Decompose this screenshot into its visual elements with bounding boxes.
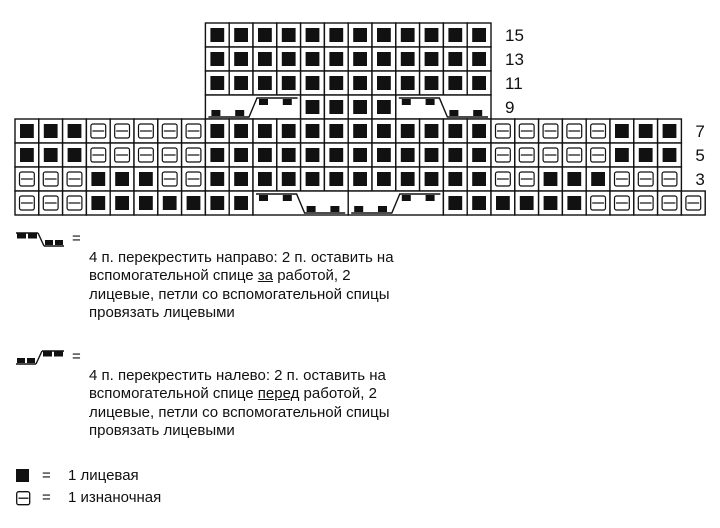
row-label: 11 (505, 74, 523, 93)
row-label: 3 (695, 170, 705, 189)
knit-stitch (329, 76, 343, 90)
knit-stitch (425, 52, 439, 66)
knit-stitch (353, 172, 367, 186)
knit-stitch (353, 100, 367, 114)
knit-stitch (448, 28, 462, 42)
row-label: 5 (695, 146, 705, 165)
knit-stitch (210, 52, 224, 66)
knit-stitch (20, 148, 34, 162)
knit-stitch (258, 148, 272, 162)
knit-stitch (187, 196, 201, 210)
knit-stitch (448, 76, 462, 90)
knit-stitch (448, 52, 462, 66)
row-label: 7 (695, 122, 705, 141)
purl-eq: = (42, 489, 51, 506)
knit-stitch (282, 172, 296, 186)
knit-stitch (210, 28, 224, 42)
row-label: 15 (505, 26, 524, 45)
knit-stitch (329, 100, 343, 114)
cross-right-eq: = (72, 230, 81, 247)
knit-stitch (401, 28, 415, 42)
knit-stitch (401, 148, 415, 162)
purl-symbol (16, 491, 32, 507)
knit-stitch (234, 124, 248, 138)
knit-stitch (68, 148, 82, 162)
row-label: 13 (505, 50, 524, 69)
row-label: 9 (505, 98, 515, 117)
knit-stitch (520, 196, 534, 210)
knit-stitch (663, 124, 677, 138)
knit-stitch (544, 172, 558, 186)
cross-stitch (426, 195, 435, 201)
knit-stitch (234, 28, 248, 42)
knit-stitch (425, 124, 439, 138)
knit-stitch (115, 196, 129, 210)
knit-stitch (472, 196, 486, 210)
knit-stitch (234, 196, 248, 210)
knit-stitch (401, 124, 415, 138)
knit-stitch (377, 100, 391, 114)
knit-stitch (377, 76, 391, 90)
cross-stitch (307, 206, 316, 212)
knit-stitch (639, 148, 653, 162)
knit-stitch (448, 196, 462, 210)
knit-stitch (20, 124, 34, 138)
knit-stitch (282, 52, 296, 66)
knit-stitch (210, 196, 224, 210)
cross-left-text: 4 п. перекрестить налево: 2 п. оставить на вспомогательной спице перед работой, 2 лицевые, петли со вспомогательной спицы провязать лицевыми (89, 366, 390, 439)
knit-stitch (472, 148, 486, 162)
legend-cross-right (16, 232, 416, 342)
knit-stitch (377, 52, 391, 66)
cross-stitch (283, 99, 292, 105)
knit-stitch (306, 76, 320, 90)
cross-stitch (402, 99, 411, 105)
knit-stitch (282, 148, 296, 162)
knit-stitch (44, 124, 58, 138)
knit-stitch (329, 28, 343, 42)
knit-stitch (353, 52, 367, 66)
knit-stitch (306, 172, 320, 186)
knit-stitch (353, 76, 367, 90)
legend-purl (16, 490, 416, 510)
knit-stitch (258, 76, 272, 90)
knit-stitch (258, 172, 272, 186)
knit-stitch (210, 148, 224, 162)
knit-stitch (448, 172, 462, 186)
knit-stitch (163, 196, 177, 210)
knit-stitch (353, 124, 367, 138)
knit-stitch (377, 124, 391, 138)
knit-stitch (329, 172, 343, 186)
knit-stitch (329, 124, 343, 138)
cross-stitch (354, 206, 363, 212)
cross-left-eq: = (72, 348, 81, 365)
knit-stitch (306, 28, 320, 42)
knit-stitch (591, 172, 605, 186)
knit-stitch (210, 76, 224, 90)
knit-stitch (472, 76, 486, 90)
knit-stitch (472, 28, 486, 42)
legend-cross-left (16, 350, 416, 460)
knit-stitch (448, 124, 462, 138)
cross-stitch (235, 110, 244, 116)
knit-text: 1 лицевая (68, 467, 139, 484)
knit-stitch (377, 148, 391, 162)
knit-stitch (567, 196, 581, 210)
knit-stitch (91, 196, 105, 210)
knit-stitch (306, 148, 320, 162)
knit-stitch (210, 124, 224, 138)
knit-stitch (401, 76, 415, 90)
knit-stitch (377, 172, 391, 186)
knit-stitch (234, 172, 248, 186)
knit-stitch (258, 28, 272, 42)
knit-stitch (282, 76, 296, 90)
knit-stitch (425, 148, 439, 162)
knit-stitch (425, 76, 439, 90)
knit-stitch (234, 148, 248, 162)
cross-stitch (426, 99, 435, 105)
cross-stitch (259, 99, 268, 105)
knit-stitch (139, 196, 153, 210)
knit-stitch (448, 148, 462, 162)
knit-stitch (472, 172, 486, 186)
cross-stitch (449, 110, 458, 116)
knit-stitch (258, 124, 272, 138)
knit-stitch (234, 52, 248, 66)
knit-eq: = (42, 467, 51, 484)
cross-stitch (402, 195, 411, 201)
knit-stitch (91, 172, 105, 186)
cross-right-symbol (16, 232, 64, 250)
cross-stitch (473, 110, 482, 116)
knit-stitch (401, 52, 415, 66)
knit-stitch (306, 52, 320, 66)
knit-stitch (615, 148, 629, 162)
knit-stitch (639, 124, 653, 138)
legend-knit (16, 468, 416, 488)
knitting-chart (0, 0, 720, 230)
knit-stitch (44, 148, 58, 162)
cross-stitch (330, 206, 339, 212)
knit-stitch (401, 172, 415, 186)
knit-stitch (544, 196, 558, 210)
knit-symbol (16, 469, 30, 483)
knit-stitch (234, 76, 248, 90)
cross-stitch (259, 195, 268, 201)
cross-stitch (283, 195, 292, 201)
knit-stitch (68, 124, 82, 138)
cross-left-symbol (16, 350, 64, 368)
knit-stitch (425, 28, 439, 42)
knit-stitch (353, 148, 367, 162)
knit-stitch (329, 148, 343, 162)
cross-stitch (378, 206, 387, 212)
knit-stitch (615, 124, 629, 138)
knit-stitch (306, 100, 320, 114)
knit-stitch (282, 28, 296, 42)
knit-stitch (663, 148, 677, 162)
knit-stitch (115, 172, 129, 186)
knit-stitch (282, 124, 296, 138)
knit-stitch (496, 196, 510, 210)
cross-right-text: 4 п. перекрестить направо: 2 п. оставить на вспомогательной спице за работой, 2 лицевые, петли со вспомогательной спицы провязать лицевыми (89, 248, 394, 321)
knit-stitch (306, 124, 320, 138)
cross-stitch (211, 110, 220, 116)
knit-stitch (139, 172, 153, 186)
knit-stitch (353, 28, 367, 42)
knit-stitch (567, 172, 581, 186)
knit-stitch (210, 172, 224, 186)
knit-stitch (377, 28, 391, 42)
knit-stitch (425, 172, 439, 186)
knit-stitch (472, 52, 486, 66)
knit-stitch (472, 124, 486, 138)
knit-stitch (329, 52, 343, 66)
purl-text: 1 изнаночная (68, 489, 162, 506)
knit-stitch (258, 52, 272, 66)
